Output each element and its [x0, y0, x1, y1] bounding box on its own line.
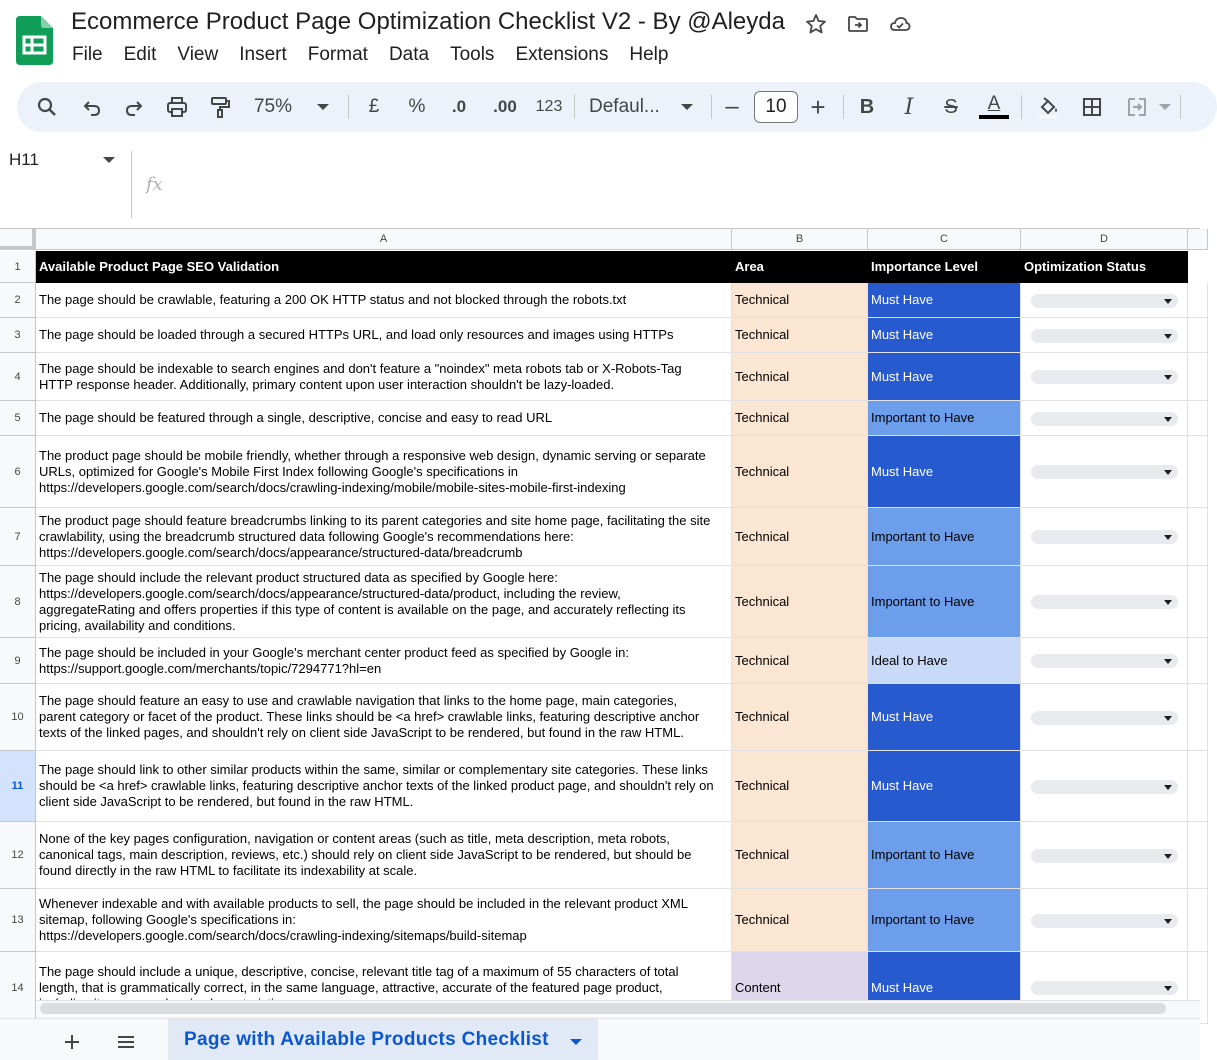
area-cell[interactable]: Technical [732, 508, 868, 566]
name-box[interactable]: H11 [9, 150, 39, 169]
validation-text: The page should link to other similar products within the same, similar or complementary site categories. These links should be <a href> crawlable links, featuring descriptive anchor texts of the linked product page, and shouldn't rely on client side JavaScript to be rendered, but found in the raw HTML. [39, 762, 714, 809]
area-cell[interactable]: Technical [732, 353, 868, 401]
area-cell[interactable]: Technical [732, 684, 868, 751]
validation-cell[interactable] [36, 751, 732, 822]
validation-text: The page should be included in your Google's merchant center product feed as specified by Google in: https://support.google.com/merchants/topic/7294771?hl=en [39, 644, 630, 676]
select-all-corner[interactable] [0, 229, 36, 250]
status-dropdown-chip[interactable] [1031, 981, 1178, 995]
importance-cell[interactable]: Important to Have [868, 889, 1021, 952]
validation-cell[interactable] [36, 436, 732, 508]
status-dropdown-chip[interactable] [1031, 329, 1178, 343]
row-header[interactable]: 13 [0, 889, 36, 952]
sheet-tab-label: Page with Available Products Checklist [184, 1028, 549, 1050]
text-color-bar [979, 115, 1009, 119]
validation-cell[interactable] [36, 318, 732, 353]
importance-cell[interactable]: Must Have [868, 318, 1021, 353]
validation-text: The page should feature an easy to use and crawlable navigation that links to the home page, main categories, parent category or facet of the product. These links should be <a href> crawlable links, featuring descriptive anchor texts of the linked pages, and shouldn't rely on client side JavaScript to be rendered, but found in the raw HTML. [39, 693, 700, 740]
row-header[interactable]: 12 [0, 822, 36, 889]
menu-tools[interactable]: Tools [450, 44, 495, 65]
caret-down-icon [1153, 95, 1177, 119]
validation-text: The page should be indexable to search engines and don't feature a "noindex" meta robots tab or X-Robots-Tag HTTP response header. Additionally, primary content upon user interaction shouldn't be lazy-loaded. [39, 360, 682, 392]
validation-text: The page should be featured through a single, descriptive, concise and easy to read URL [39, 410, 553, 425]
status-cell[interactable] [1021, 508, 1188, 566]
empty-cell[interactable] [1188, 566, 1208, 638]
menu-data[interactable]: Data [388, 44, 430, 65]
column-header-a[interactable]: A [36, 229, 732, 250]
caret-down-icon [675, 95, 699, 119]
status-cell[interactable] [1021, 684, 1188, 751]
undo-button[interactable] [77, 82, 107, 132]
menu-bar [72, 44, 689, 68]
empty-cell[interactable] [1188, 822, 1208, 889]
undo-icon [80, 95, 104, 119]
menu-edit[interactable]: Edit [123, 44, 157, 65]
status-cell[interactable] [1021, 566, 1188, 638]
validation-cell[interactable] [36, 684, 732, 751]
status-cell[interactable] [1021, 822, 1188, 889]
validation-cell[interactable] [36, 889, 732, 952]
sheet-tab-dropdown-icon[interactable] [570, 1039, 582, 1045]
column-header-c[interactable]: C [868, 229, 1021, 250]
toolbar-separator [843, 95, 844, 119]
area-cell[interactable]: Content [732, 952, 868, 1024]
decrease-font-size-button[interactable]: – [725, 93, 739, 120]
validation-text: Whenever indexable and with available products to sell, the page should be included in the relevant product XML sitemap, following Google's specifications in: https://developers.google.com/search/docs/crawling-indexing/sitemaps/build-sitemap [39, 896, 688, 943]
status-dropdown-chip[interactable] [1031, 849, 1178, 863]
area-cell[interactable]: Technical [732, 566, 868, 638]
area-cell[interactable]: Technical [732, 283, 868, 318]
header-cell-status[interactable]: Optimization Status [1021, 251, 1188, 283]
row-header[interactable]: 2 [0, 283, 36, 318]
zoom-dropdown-arrow[interactable] [313, 82, 333, 132]
redo-icon [122, 95, 146, 119]
font-dropdown-arrow[interactable] [677, 82, 697, 132]
empty-cell[interactable] [1188, 401, 1208, 436]
redo-button[interactable] [119, 82, 149, 132]
area-cell[interactable]: Technical [732, 436, 868, 508]
validation-cell[interactable] [36, 822, 732, 889]
validation-cell[interactable] [36, 638, 732, 684]
number-format-button[interactable]: 123 [535, 98, 563, 115]
status-cell[interactable] [1021, 751, 1188, 822]
status-cell[interactable] [1021, 889, 1188, 952]
validation-text: The page should include a unique, descriptive, concise, relevant title tag of a maximum of 55 characters of total length, that is grammatically correct, in the same language, attractive, accurate of the featured page product, [39, 963, 679, 995]
validation-cell[interactable] [36, 283, 732, 318]
header-cell-importance[interactable]: Importance Level [868, 251, 1021, 283]
increase-font-size-button[interactable]: + [810, 91, 826, 122]
row-header[interactable]: 10 [0, 684, 36, 751]
fill-color-icon [1036, 95, 1060, 119]
status-dropdown-chip[interactable] [1031, 370, 1178, 384]
cloud-saved-icon[interactable] [888, 12, 912, 36]
strikethrough-button[interactable]: S [944, 95, 958, 118]
document-title[interactable]: Ecommerce Product Page Optimization Checklist V2 - By @Aleyda [71, 8, 785, 35]
row-header[interactable]: 4 [0, 353, 36, 401]
merge-cells-icon [1125, 95, 1149, 119]
column-header-d[interactable]: D [1021, 229, 1188, 250]
empty-cell[interactable] [1188, 751, 1208, 822]
empty-cell[interactable] [1188, 508, 1208, 566]
area-cell[interactable]: Technical [732, 638, 868, 684]
validation-cell[interactable] [36, 566, 732, 638]
formula-bar-divider [131, 151, 132, 218]
validation-cell[interactable] [36, 353, 732, 401]
row-header[interactable]: 6 [0, 436, 36, 508]
caret-down-icon [311, 95, 335, 119]
borders-button[interactable] [1077, 82, 1107, 132]
toolbar-separator [711, 95, 712, 119]
formula-input[interactable] [180, 164, 1180, 204]
validation-text: The page should include the relevant product structured data as specified by Google here: https://developers.google.com/search/docs/appearance/structured-data/product, including the review, aggregateRating and offers properties if this type of content is available on the page, and accurately reflecting its pricing, availability and conditions. [39, 569, 686, 633]
row-header[interactable]: 5 [0, 401, 36, 436]
status-dropdown-chip[interactable] [1031, 654, 1178, 668]
status-cell[interactable] [1021, 638, 1188, 684]
area-cell[interactable]: Technical [732, 751, 868, 822]
status-dropdown-chip[interactable] [1031, 530, 1178, 544]
area-cell[interactable]: Technical [732, 889, 868, 952]
area-cell[interactable]: Technical [732, 822, 868, 889]
row-header[interactable]: 8 [0, 566, 36, 638]
validation-text: The page should be loaded through a secured HTTPs URL, and load only resources and images using HTTPs [39, 327, 674, 342]
paint-format-button[interactable] [205, 82, 235, 132]
print-button[interactable] [162, 82, 192, 132]
fill-color-button[interactable] [1033, 82, 1063, 132]
increase-decimal-button[interactable]: .00 [493, 97, 517, 116]
menu-help[interactable]: Help [629, 44, 669, 65]
row-header[interactable]: 14 [0, 952, 36, 1024]
status-cell[interactable] [1021, 401, 1188, 436]
toolbar-separator [1180, 95, 1181, 119]
text-color-button[interactable] [977, 82, 1011, 132]
validation-cell[interactable] [36, 508, 732, 566]
row-header[interactable]: 1 [0, 251, 36, 283]
importance-cell[interactable]: Important to Have [868, 566, 1021, 638]
menu-file[interactable]: File [72, 44, 103, 65]
add-sheet-icon[interactable] [60, 1030, 84, 1054]
decrease-decimal-button[interactable]: .0 [451, 97, 467, 116]
merge-cells-button[interactable] [1122, 82, 1152, 132]
area-cell[interactable]: Technical [732, 401, 868, 436]
status-cell[interactable] [1021, 318, 1188, 353]
status-dropdown-chip[interactable] [1031, 780, 1178, 794]
validation-text: The product page should be mobile friendly, whether through a responsive web design, dynamic serving or separate URLs, optimized for Google's Mobile First Index following Google's specifications in https://developers.google.com/search/docs/crawling-indexing/mobile/mobile-sites-mobile-first-indexing [39, 447, 706, 495]
importance-cell[interactable]: Must Have [868, 952, 1021, 1024]
google-sheets-logo-icon[interactable] [16, 16, 53, 65]
column-header-e[interactable] [1188, 229, 1208, 250]
empty-cell[interactable] [1188, 436, 1208, 508]
sheet-tab-active[interactable] [168, 1019, 598, 1060]
format-percent-button[interactable]: % [408, 96, 426, 117]
all-sheets-menu-icon[interactable] [114, 1030, 138, 1054]
empty-cell[interactable] [1188, 638, 1208, 684]
paint-format-icon [208, 95, 232, 119]
search-menus-button[interactable] [32, 82, 62, 132]
empty-cell[interactable] [1188, 318, 1208, 353]
menu-insert[interactable]: Insert [239, 44, 287, 65]
status-cell[interactable] [1021, 283, 1188, 318]
row-header[interactable]: 9 [0, 638, 36, 684]
area-cell[interactable]: Technical [732, 318, 868, 353]
name-box-dropdown-icon[interactable] [103, 157, 115, 163]
horizontal-scrollbar-thumb[interactable] [40, 1003, 1166, 1014]
importance-cell[interactable]: Important to Have [868, 401, 1021, 436]
importance-cell[interactable]: Must Have [868, 436, 1021, 508]
validation-cell[interactable] [36, 401, 732, 436]
text-color-letter: A [987, 93, 1001, 114]
function-icon: fx [146, 174, 163, 195]
toolbar-separator [1021, 95, 1022, 119]
merge-dropdown-arrow[interactable] [1155, 82, 1175, 132]
status-cell[interactable] [1021, 353, 1188, 401]
menu-format[interactable]: Format [307, 44, 368, 65]
row-header[interactable]: 3 [0, 318, 36, 353]
toolbar-separator [574, 95, 575, 119]
importance-cell[interactable]: Important to Have [868, 822, 1021, 889]
italic-button[interactable]: I [904, 94, 914, 120]
validation-text: The product page should feature breadcrumbs linking to its parent categories and site home page, facilitating the site crawlability, using the breadcrumb structured data following Google's recommendations here: https://developers.google.com/search/docs/appearance/structured-data/breadcrumb [39, 512, 711, 560]
status-dropdown-chip[interactable] [1031, 711, 1178, 725]
print-icon [165, 95, 189, 119]
bold-button[interactable]: B [859, 95, 875, 118]
menu-view[interactable]: View [177, 44, 219, 65]
status-dropdown-chip[interactable] [1031, 412, 1178, 426]
header-cell-area[interactable]: Area [732, 251, 868, 283]
toolbar [17, 82, 1217, 132]
empty-cell[interactable] [1188, 353, 1208, 401]
toolbar-separator [348, 95, 349, 119]
format-currency-button[interactable]: £ [368, 96, 380, 117]
spreadsheet-grid [0, 228, 1200, 1000]
empty-cell[interactable] [1188, 889, 1208, 952]
empty-cell[interactable] [1188, 283, 1208, 318]
row-header[interactable]: 7 [0, 508, 36, 566]
importance-cell[interactable]: Must Have [868, 283, 1021, 318]
importance-cell[interactable]: Important to Have [868, 508, 1021, 566]
importance-cell[interactable]: Must Have [868, 684, 1021, 751]
validation-text: None of the key pages configuration, navigation or content areas (such as title, meta description, meta robots, canonical tags, main description, reviews, etc.) should rely on client side JavaScript to be rendered, but should be found directly in the raw HTML to facilitate its indexability at scale. [39, 831, 692, 878]
header-cell-validation[interactable]: Available Product Page SEO Validation [36, 251, 732, 283]
importance-cell[interactable]: Must Have [868, 751, 1021, 822]
validation-text: The page should be crawlable, featuring a 200 OK HTTP status and not blocked through the robots.txt [39, 292, 627, 307]
search-icon [35, 95, 59, 119]
font-size-input[interactable]: 10 [754, 91, 798, 123]
importance-cell[interactable]: Must Have [868, 353, 1021, 401]
empty-cell[interactable] [1188, 684, 1208, 751]
star-icon[interactable] [804, 12, 828, 36]
column-header-b[interactable]: B [732, 229, 868, 250]
menu-extensions[interactable]: Extensions [515, 44, 609, 65]
zoom-select[interactable]: 75% [253, 96, 293, 117]
status-dropdown-chip[interactable] [1031, 595, 1178, 609]
status-dropdown-chip[interactable] [1031, 465, 1178, 479]
font-size-field-wrapper [754, 82, 798, 132]
status-dropdown-chip[interactable] [1031, 294, 1178, 308]
row-header[interactable]: 11 [0, 751, 36, 822]
importance-cell[interactable]: Ideal to Have [868, 638, 1021, 684]
borders-icon [1080, 95, 1104, 119]
font-family-select[interactable]: Defaul... [589, 96, 660, 117]
status-dropdown-chip[interactable] [1031, 914, 1178, 928]
move-folder-icon[interactable] [846, 12, 870, 36]
status-cell[interactable] [1021, 436, 1188, 508]
